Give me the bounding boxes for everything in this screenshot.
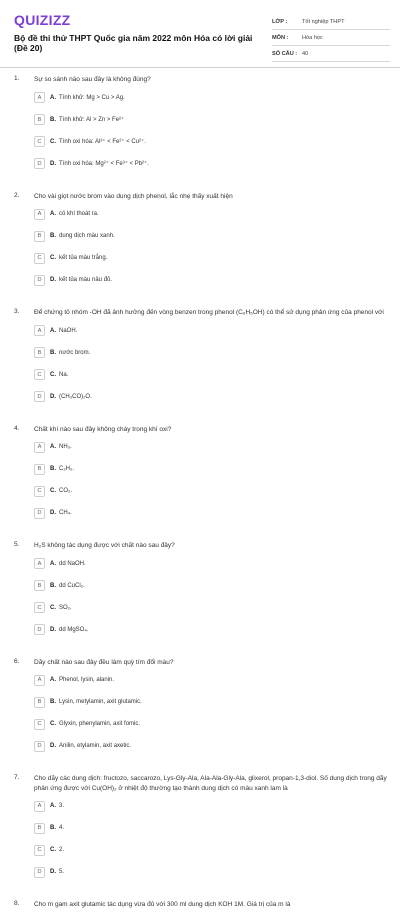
options-grid — [34, 441, 388, 529]
question — [14, 774, 388, 888]
option-label: A. — [50, 327, 56, 334]
answer-option-b[interactable] — [34, 580, 214, 592]
option-label: A. — [50, 803, 56, 809]
option-text: 4. — [59, 825, 65, 831]
option-text: CH₄. — [59, 510, 72, 516]
option-text: SO₂. — [59, 604, 72, 611]
option-letter-box[interactable]: A — [34, 325, 45, 336]
question-text: H₂S không tác dụng được với chất nào sau đây? — [34, 542, 175, 549]
meta-value: 40 — [302, 50, 309, 57]
answer-option-d[interactable] — [34, 158, 214, 170]
answer-option-d[interactable] — [34, 740, 214, 752]
option-label: D. — [50, 869, 56, 875]
meta-row-count — [272, 46, 390, 62]
option-text: dd MgSO₄. — [59, 626, 89, 633]
option-text: Glyxin, phenylamin, axit fomic. — [59, 721, 141, 727]
options-grid — [34, 208, 388, 296]
option-letter-box[interactable]: C — [34, 486, 45, 497]
question-number: 7. — [14, 774, 20, 781]
option-letter-box[interactable]: C — [34, 719, 45, 730]
option-letter-box[interactable]: C — [34, 369, 45, 380]
option-text: Lysin, metylamin, axit glutamic. — [59, 699, 142, 705]
option-letter-box[interactable]: D — [34, 275, 45, 286]
option-text: kết tủa màu nâu đỏ. — [59, 277, 113, 283]
option-letter-box[interactable]: B — [34, 114, 45, 125]
option-text: Tính oxi hóa: Mg²⁺ < Fe³⁺ < Pb²⁺. — [59, 161, 149, 167]
option-label: C. — [50, 371, 56, 378]
option-letter-box[interactable]: A — [34, 801, 45, 812]
option-letter-box[interactable]: B — [34, 231, 45, 242]
question — [14, 192, 388, 297]
page-title: Bộ đề thi thử THPT Quốc gia năm 2022 môn Hóa có lời giải (Đề 20) — [14, 33, 253, 53]
question-number: 6. — [14, 657, 20, 665]
option-text: NaOH. — [59, 327, 78, 334]
option-text: NH₃. — [59, 444, 72, 450]
option-text: Tính oxi hóa: Al³⁺ < Fe²⁺ < Cu²⁺. — [59, 139, 146, 145]
option-letter-box[interactable]: B — [34, 580, 45, 591]
answer-option-d[interactable] — [34, 507, 214, 519]
answer-option-d[interactable] — [34, 391, 214, 403]
option-letter-box[interactable]: B — [34, 697, 45, 708]
header — [0, 0, 400, 60]
options-grid — [34, 674, 388, 762]
answer-option-b[interactable] — [34, 347, 214, 359]
option-label: C. — [50, 255, 56, 261]
option-letter-box[interactable]: B — [34, 823, 45, 834]
quizizz-logo[interactable]: QUIZIZZ — [14, 12, 71, 28]
option-text: dd NaOH. — [59, 560, 86, 567]
option-label: D. — [50, 393, 56, 400]
option-label: B. — [50, 233, 56, 239]
question-list — [0, 75, 400, 922]
options-grid — [34, 558, 388, 646]
answer-option-b[interactable] — [34, 822, 214, 834]
option-letter-box[interactable]: D — [34, 158, 45, 169]
meta-label: LỚP : — [272, 18, 288, 25]
option-letter-box[interactable]: D — [34, 741, 45, 752]
answer-option-c[interactable] — [34, 369, 214, 381]
option-letter-box[interactable]: C — [34, 845, 45, 856]
option-label: C. — [50, 488, 56, 494]
answer-option-c[interactable] — [34, 602, 214, 614]
question — [14, 900, 388, 910]
option-text: nước brom. — [59, 349, 91, 356]
option-text: Anilin, etylamin, axit axetic. — [59, 743, 132, 749]
option-label: D. — [50, 626, 56, 633]
question-text: Cho m gam axit glutamic tác dụng vừa đủ với 300 ml dung dịch KOH 1M. Giá trị của m là — [34, 901, 291, 908]
option-text: Na. — [59, 371, 69, 378]
option-letter-box[interactable]: A — [34, 442, 45, 453]
options-grid — [34, 325, 388, 413]
option-letter-box[interactable]: A — [34, 675, 45, 686]
option-label: B. — [50, 466, 56, 472]
answer-option-c[interactable] — [34, 252, 214, 264]
option-letter-box[interactable]: C — [34, 136, 45, 147]
option-label: B. — [50, 349, 56, 356]
answer-option-b[interactable] — [34, 696, 214, 708]
option-letter-box[interactable]: D — [34, 391, 45, 402]
option-letter-box[interactable]: D — [34, 508, 45, 519]
question — [14, 425, 388, 530]
answer-option-a[interactable] — [34, 325, 214, 337]
option-text: Tính khử: Mg > Cu > Ag. — [59, 94, 125, 101]
option-text: 2. — [59, 847, 65, 853]
option-label: D. — [50, 277, 56, 283]
option-text: (CH₃CO)₂O. — [59, 393, 92, 400]
option-label: D. — [50, 743, 56, 749]
question — [14, 75, 388, 180]
option-label: D. — [50, 160, 56, 167]
option-label: A. — [50, 211, 56, 217]
question-number: 1. — [14, 75, 20, 82]
answer-option-a[interactable] — [34, 92, 214, 104]
option-letter-box[interactable]: B — [34, 347, 45, 358]
answer-option-c[interactable] — [34, 844, 214, 856]
option-text: có khí thoát ra. — [59, 211, 99, 217]
option-letter-box[interactable]: A — [34, 92, 45, 103]
answer-option-c[interactable] — [34, 485, 214, 497]
answer-option-d[interactable] — [34, 624, 214, 636]
answer-option-a[interactable] — [34, 674, 214, 686]
option-text: CO₂. — [59, 488, 72, 494]
option-text: C₂H₂. — [59, 466, 74, 472]
option-letter-box[interactable]: D — [34, 867, 45, 878]
question-number: 5. — [14, 541, 20, 548]
question-text: Dãy chất nào sau đây đều làm quỳ tím đổi màu? — [34, 658, 174, 666]
options-grid — [34, 92, 388, 180]
answer-option-d[interactable] — [34, 274, 214, 286]
answer-option-c[interactable] — [34, 718, 214, 730]
option-label: C. — [50, 604, 56, 611]
option-label: B. — [50, 116, 56, 123]
options-grid — [34, 800, 388, 888]
option-label: B. — [50, 825, 56, 831]
option-letter-box[interactable]: D — [34, 624, 45, 635]
question — [14, 541, 388, 646]
answer-option-a[interactable] — [34, 441, 214, 453]
meta-value: Hóa học — [302, 34, 323, 41]
option-text: Tính khử: Al > Zn > Fe²⁺ — [59, 117, 125, 123]
option-label: A. — [50, 444, 56, 450]
option-letter-box[interactable]: C — [34, 602, 45, 613]
answer-option-d[interactable] — [34, 866, 214, 878]
option-label: C. — [50, 721, 56, 727]
option-label: A. — [50, 677, 56, 683]
option-letter-box[interactable]: A — [34, 558, 45, 569]
meta-value: Tốt nghiệp THPT — [302, 18, 345, 25]
answer-option-b[interactable] — [34, 463, 214, 475]
question-text: Chất khí nào sau đây không cháy trong khí oxi? — [34, 425, 172, 433]
option-label: B. — [50, 699, 56, 705]
question — [14, 308, 388, 413]
option-text: 5. — [59, 869, 65, 875]
answer-option-b[interactable] — [34, 114, 214, 126]
answer-option-a[interactable] — [34, 800, 214, 812]
question — [14, 658, 388, 763]
option-label: C. — [50, 138, 56, 145]
option-text: 3. — [59, 803, 65, 809]
question-number: 3. — [14, 308, 20, 315]
header-divider — [0, 67, 400, 68]
question-number: 2. — [14, 191, 20, 199]
meta-table — [272, 14, 390, 62]
option-label: A. — [50, 94, 56, 101]
question-number: 8. — [14, 900, 20, 907]
option-text: kết tủa màu trắng. — [59, 255, 108, 261]
meta-label: MÔN : — [272, 34, 289, 41]
meta-row-class — [272, 14, 390, 30]
option-label: B. — [50, 582, 56, 589]
meta-row-subject — [272, 30, 390, 46]
question-text: Sự so sánh nào sau đây là không đúng? — [34, 76, 151, 83]
option-label: A. — [50, 560, 56, 567]
option-label: D. — [50, 510, 56, 516]
option-label: C. — [50, 847, 56, 853]
option-letter-box[interactable]: B — [34, 464, 45, 475]
option-text: Phenol, lysin, alanin. — [59, 677, 115, 683]
option-text: dd CuCl₂. — [59, 582, 85, 589]
question-text: Cho vài giọt nước brom vào dung dịch phenol, lắc nhẹ thấy xuất hiện — [34, 192, 233, 200]
question-text: Để chứng tỏ nhóm -OH đã ảnh hưởng đến vòng benzen trong phenol (C₆H₅OH) có thể sử dụng phản ứng của phenol với — [34, 309, 384, 316]
answer-option-b[interactable] — [34, 230, 214, 242]
answer-option-c[interactable] — [34, 136, 214, 148]
answer-option-a[interactable] — [34, 558, 214, 570]
answer-option-a[interactable] — [34, 208, 214, 220]
option-letter-box[interactable]: C — [34, 253, 45, 264]
option-text: dung dịch màu xanh. — [59, 233, 115, 239]
option-letter-box[interactable]: A — [34, 209, 45, 220]
meta-label: SỐ CÂU : — [272, 50, 298, 57]
question-number: 4. — [14, 424, 20, 432]
question-text: Cho dãy các dung dịch: fructozo, saccarozo, Lys-Gly-Ala, Ala-Ala-Gly-Ala, glixerol, propan-1,3-diol. Số dung dịch trong dãy phản ứng được với Cu(OH)₂ ở nhiệt độ thường tạo thành dung dịch có màu xanh lam là — [34, 775, 387, 792]
